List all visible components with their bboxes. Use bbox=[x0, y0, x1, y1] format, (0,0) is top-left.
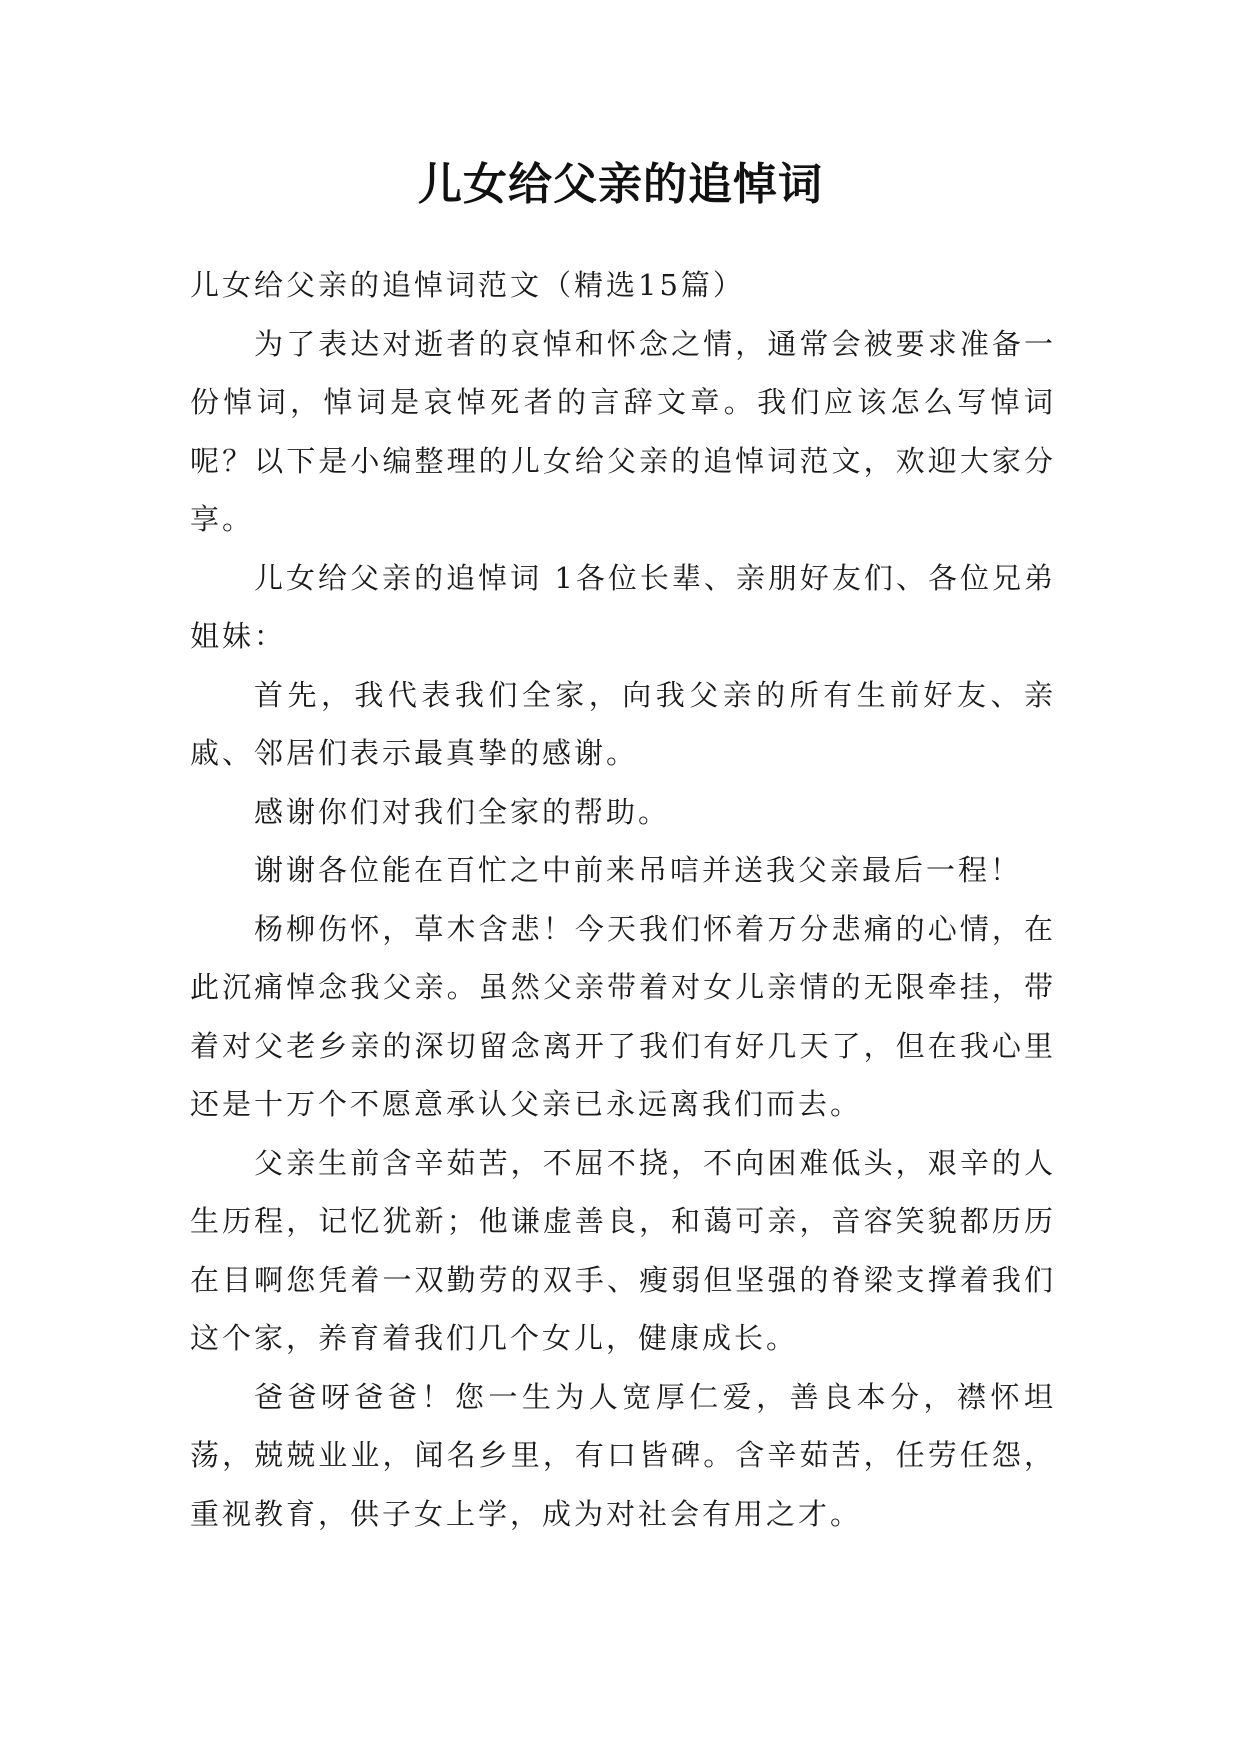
paragraph-farewell: 谢谢各位能在百忙之中前来吊唁并送我父亲最后一程！ bbox=[254, 853, 1023, 887]
document-subtitle: 儿女给父亲的追悼词范文（精选15篇） bbox=[190, 268, 745, 302]
document-body bbox=[190, 256, 1056, 1543]
paragraph-thanks: 首先，我代表我们全家，向我父亲的所有生前好友、亲戚、邻居们表示最真挚的感谢。 bbox=[190, 677, 1056, 770]
paragraph-mourning: 杨柳伤怀，草木含悲！今天我们怀着万分悲痛的心情，在此沉痛悼念我父亲。虽然父亲带着对女儿亲情的无限牵挂，带着对父老乡亲的深切留念离开了我们有好几天了，但在我心里还是十万个不愿意承认父亲已永远离我们而去。 bbox=[190, 911, 1056, 1121]
paragraph-intro: 为了表达对逝者的哀悼和怀念之情，通常会被要求准备一份悼词，悼词是哀悼死者的言辞文章。我们应该怎么写悼词呢？以下是小编整理的儿女给父亲的追悼词范文，欢迎大家分享。 bbox=[190, 326, 1056, 536]
paragraph-father-life: 父亲生前含辛茹苦，不屈不挠，不向困难低头，艰辛的人生历程，记忆犹新；他谦虚善良，和蔼可亲，音容笑貌都历历在目啊您凭着一双勤劳的双手、瘦弱但坚强的脊梁支撑着我们这个家，养育着我们几个女儿，健康成长。 bbox=[190, 1145, 1056, 1355]
paragraph-help: 感谢你们对我们全家的帮助。 bbox=[254, 794, 671, 829]
document-title: 儿女给父亲的追悼词 bbox=[418, 159, 823, 210]
paragraph-father-virtue: 爸爸呀爸爸！您一生为人宽厚仁爱，善良本分，襟怀坦荡，兢兢业业，闻名乡里，有口皆碑。含辛茹苦，任劳任怨，重视教育，供子女上学，成为对社会有用之才。 bbox=[190, 1379, 1056, 1531]
paragraph-salutation: 儿女给父亲的追悼词 1各位长辈、亲朋好友们、各位兄弟姐妹： bbox=[190, 560, 1056, 653]
